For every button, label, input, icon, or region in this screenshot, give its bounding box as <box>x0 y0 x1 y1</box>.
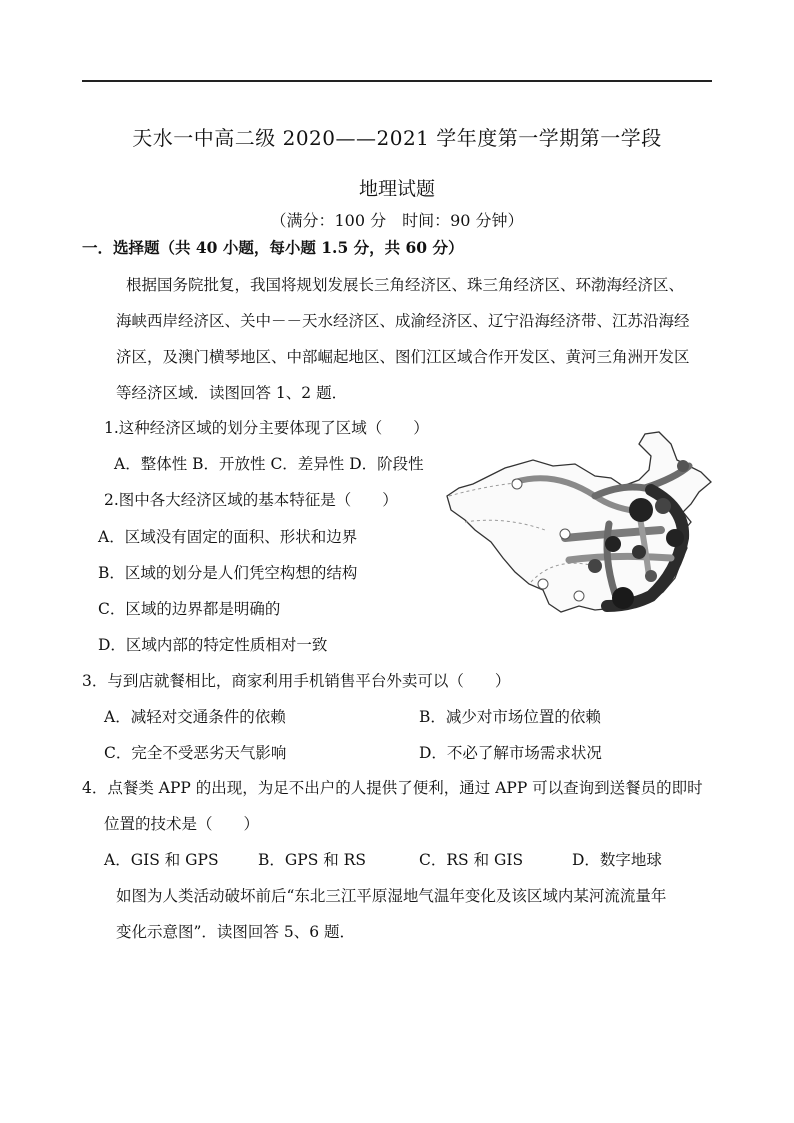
intro2-line1: 如图为人类活动破坏前后“东北三江平原湿地气温年变化及该区域内某河流流量年 <box>116 887 667 905</box>
q3-option-d: D．不必了解市场需求状况 <box>419 744 602 762</box>
q4-stem-line2: 位置的技术是（ ） <box>104 815 260 833</box>
q3-option-b: B．减少对市场位置的依赖 <box>419 708 601 726</box>
intro1-line: 济区，及澳门横琴地区、中部崛起地区、图们江区域合作开发区、黄河三角洲开发区 <box>116 348 690 366</box>
q2-option-c: C．区域的边界都是明确的 <box>98 600 281 618</box>
economic-zones-map <box>445 426 717 630</box>
q1-options: A．整体性 B．开放性 C．差异性 D．阶段性 <box>114 455 424 473</box>
q3-option-c: C．完全不受恶劣天气影响 <box>104 744 287 762</box>
exam-meta: （满分：100 分 时间：90 分钟） <box>270 211 524 230</box>
top-rule <box>82 80 712 82</box>
q4-stem-line1: 4．点餐类 APP 的出现，为足不出户的人提供了便利，通过 APP 可以查询到送餐员的即时 <box>82 779 703 797</box>
page-subtitle: 地理试题 <box>358 178 435 200</box>
q4-option-a: A．GIS 和 GPS <box>104 851 219 869</box>
q2-option-b: B．区域的划分是人们凭空构想的结构 <box>98 564 358 582</box>
q2-stem: 2.图中各大经济区域的基本特征是（ ） <box>104 491 398 509</box>
intro1-line: 根据国务院批复，我国将规划发展长三角经济区、珠三角经济区、环渤海经济区、 <box>126 276 685 294</box>
intro2-line2: 变化示意图”．读图回答 5、6 题． <box>116 923 356 941</box>
intro1-line: 等经济区域．读图回答 1、2 题． <box>116 384 348 402</box>
intro1-line: 海峡西岸经济区、关中－－天水经济区、成渝经济区、辽宁沿海经济带、江苏沿海经 <box>116 312 690 330</box>
intro-paragraph-1 <box>116 267 716 411</box>
page-title: 天水一中高二级 2020——2021 学年度第一学期第一学段 <box>132 126 662 150</box>
section-heading: 一．选择题（共 40 小题，每小题 1.5 分，共 60 分） <box>82 238 464 257</box>
q3-option-a: A．减轻对交通条件的依赖 <box>104 708 286 726</box>
q4-option-d: D．数字地球 <box>572 851 662 869</box>
q3-stem: 3．与到店就餐相比，商家利用手机销售平台外卖可以（ ） <box>82 672 511 690</box>
q2-option-d: D．区域内部的特定性质相对一致 <box>98 636 328 654</box>
q4-option-c: C．RS 和 GIS <box>419 851 524 869</box>
q1-stem: 1.这种经济区域的划分主要体现了区域（ ） <box>104 419 429 437</box>
q4-option-b: B．GPS 和 RS <box>258 851 366 869</box>
q2-option-a: A．区域没有固定的面积、形状和边界 <box>98 528 358 546</box>
